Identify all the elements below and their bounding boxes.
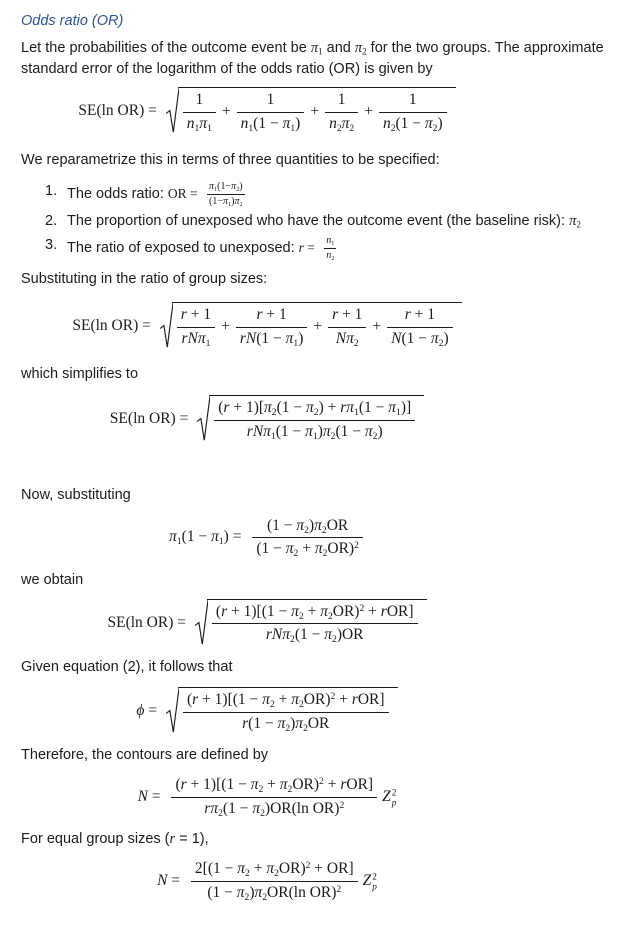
inline-formula-group-ratio: r = $\frac{n_1}{n_2}$ — [298, 235, 335, 263]
equation-se-lnor-basic — [21, 87, 513, 134]
list-item-text: The odds ratio: OR = $\frac{\pi_1(1-\pi_2)}{(1-\pi_1)\pi_2}$ — [67, 181, 246, 208]
formula-pi1-substitution: $\pi_1(1 - \pi_1)$ = $\frac{(1 - \pi_2)\pi_2OR}{(1 - \pi_2 + \pi_2OR)^2}$ — [169, 516, 365, 559]
document-page — [21, 13, 608, 903]
equation-n-equal-groups — [21, 859, 513, 902]
formula-phi: ϕ = $\frac{(r + 1)[(1 - \pi_2 + \pi_2OR)^2 + rOR]}{r(1 - \pi_2)\pi_2OR}$ — [136, 687, 397, 734]
formula-se-lnor-in-or: SE(ln OR) = $\frac{(r + 1)[(1 - \pi_2 + \pi_2OR)^2 + rOR]}{rN\pi_2(1 - \pi_2)OR}$ — [107, 599, 426, 646]
list-item-text: The proportion of unexposed who have the outcome event (the baseline risk): $\pi_2$ — [67, 213, 581, 230]
formula-n-equal-groups: N = $\frac{2[(1 - \pi_2 + \pi_2OR)^2 + OR]}{(1 - \pi_2)\pi_2OR(\ln OR)^2}$ Z 2 p — [157, 860, 377, 903]
paragraph-equal-group-sizes: For equal group sizes (r = 1), — [21, 831, 209, 848]
radical-sign: $\frac{(r + 1)[(1 - \pi_2 + \pi_2OR)^2 + rOR]}{rN\pi_2(1 - \pi_2)OR}$ — [195, 599, 427, 646]
formula-n-contours: N = $\frac{(r + 1)[(1 - \pi_2 + \pi_2OR)^2 + rOR]}{r\pi_2(1 - \pi_2)OR(\ln OR)^2}$ Z 2 p — [137, 776, 397, 819]
radical-sign: $\frac{(r + 1)[(1 - \pi_2 + \pi_2OR)^2 + rOR]}{r(1 - \pi_2)\pi_2OR}$ — [166, 687, 398, 734]
numbered-list — [45, 181, 608, 262]
paragraph-reparametrize: We reparametrize this in terms of three quantities to be specified: — [21, 152, 440, 169]
section-heading: Odds ratio (OR) — [21, 13, 124, 29]
radical-sign: $\frac{1}{n_1\pi_1}$ + $\frac{1}{n_1(1 - \pi_1)}$ + $\frac{1}{n_2\pi_2}$ + $\frac{1}{n_2(1 - \pi_2)}$ — [166, 87, 456, 134]
list-number: 1. — [45, 183, 58, 200]
paragraph-given-equation: Given equation (2), it follows that — [21, 658, 233, 675]
formula-se-lnor-simplified: SE(ln OR) = $\frac{(r + 1)[\pi_2(1 - \pi_2) + r\pi_1(1 - \pi_1)]}{rN\pi_1(1 - \pi_1)\pi_2(1 - \pi_2)}$ — [110, 395, 424, 442]
paragraph-simplifies: which simplifies to — [21, 366, 139, 383]
radical-sign: $\frac{r + 1}{rN\pi_1}$ + $\frac{r + 1}{rN(1 - \pi_1)}$ + $\frac{r + 1}{N\pi_2}$ + $\frac{r + 1}{N(1 - \pi_2)}$ — [160, 302, 462, 349]
formula-se-lnor-reparametrized: SE(ln OR) = $\frac{r + 1}{rN\pi_1}$ + $\frac{r + 1}{rN(1 - \pi_1)}$ + $\frac{r + 1}{N\pi_2}$ + $\frac{r + 1}{N(1 - \pi_2)}$ — [72, 302, 461, 349]
equation-se-lnor-simplified — [21, 395, 513, 442]
list-item-group-ratio — [45, 235, 608, 262]
list-item-baseline-risk — [45, 211, 608, 232]
equation-se-lnor-in-or — [21, 599, 513, 646]
list-number: 2. — [45, 213, 58, 230]
paragraph-now-substituting: Now, substituting — [21, 486, 131, 503]
paragraph-therefore-contours: Therefore, the contours are defined by — [21, 747, 269, 764]
equation-se-lnor-reparametrized — [21, 302, 513, 349]
equation-pi1-substitution — [21, 516, 513, 559]
list-item-text: The ratio of exposed to unexposed: r = $\frac{n_1}{n_2}$ — [67, 235, 337, 262]
list-number: 3. — [45, 237, 58, 254]
radical-sign: $\frac{(r + 1)[\pi_2(1 - \pi_2) + r\pi_1(1 - \pi_1)]}{rN\pi_1(1 - \pi_1)\pi_2(1 - \pi_2)}$ — [197, 395, 424, 442]
equation-phi — [21, 687, 513, 734]
paragraph-we-obtain: we obtain — [21, 571, 84, 588]
paragraph-substituting-ratio: Substituting in the ratio of group sizes: — [21, 271, 268, 288]
list-item-odds-ratio — [45, 181, 608, 208]
paragraph-intro: Let the probabilities of the outcome event be $\pi_1$ and $\pi_2$ for the two groups. The approximate standard error of the logarithm of the odds ratio (OR) is given by — [21, 40, 604, 77]
equation-n-contours — [21, 775, 513, 818]
formula-se-lnor-basic: SE(ln OR) = $\frac{1}{n_1\pi_1}$ + $\frac{1}{n_1(1 - \pi_1)}$ + $\frac{1}{n_2\pi_2}$ + $\frac{1}{n_2(1 - \pi_2)}$ — [78, 87, 455, 134]
inline-formula-odds-ratio: OR = $\frac{\pi_1(1-\pi_2)}{(1-\pi_1)\pi_2}$ — [167, 181, 243, 209]
